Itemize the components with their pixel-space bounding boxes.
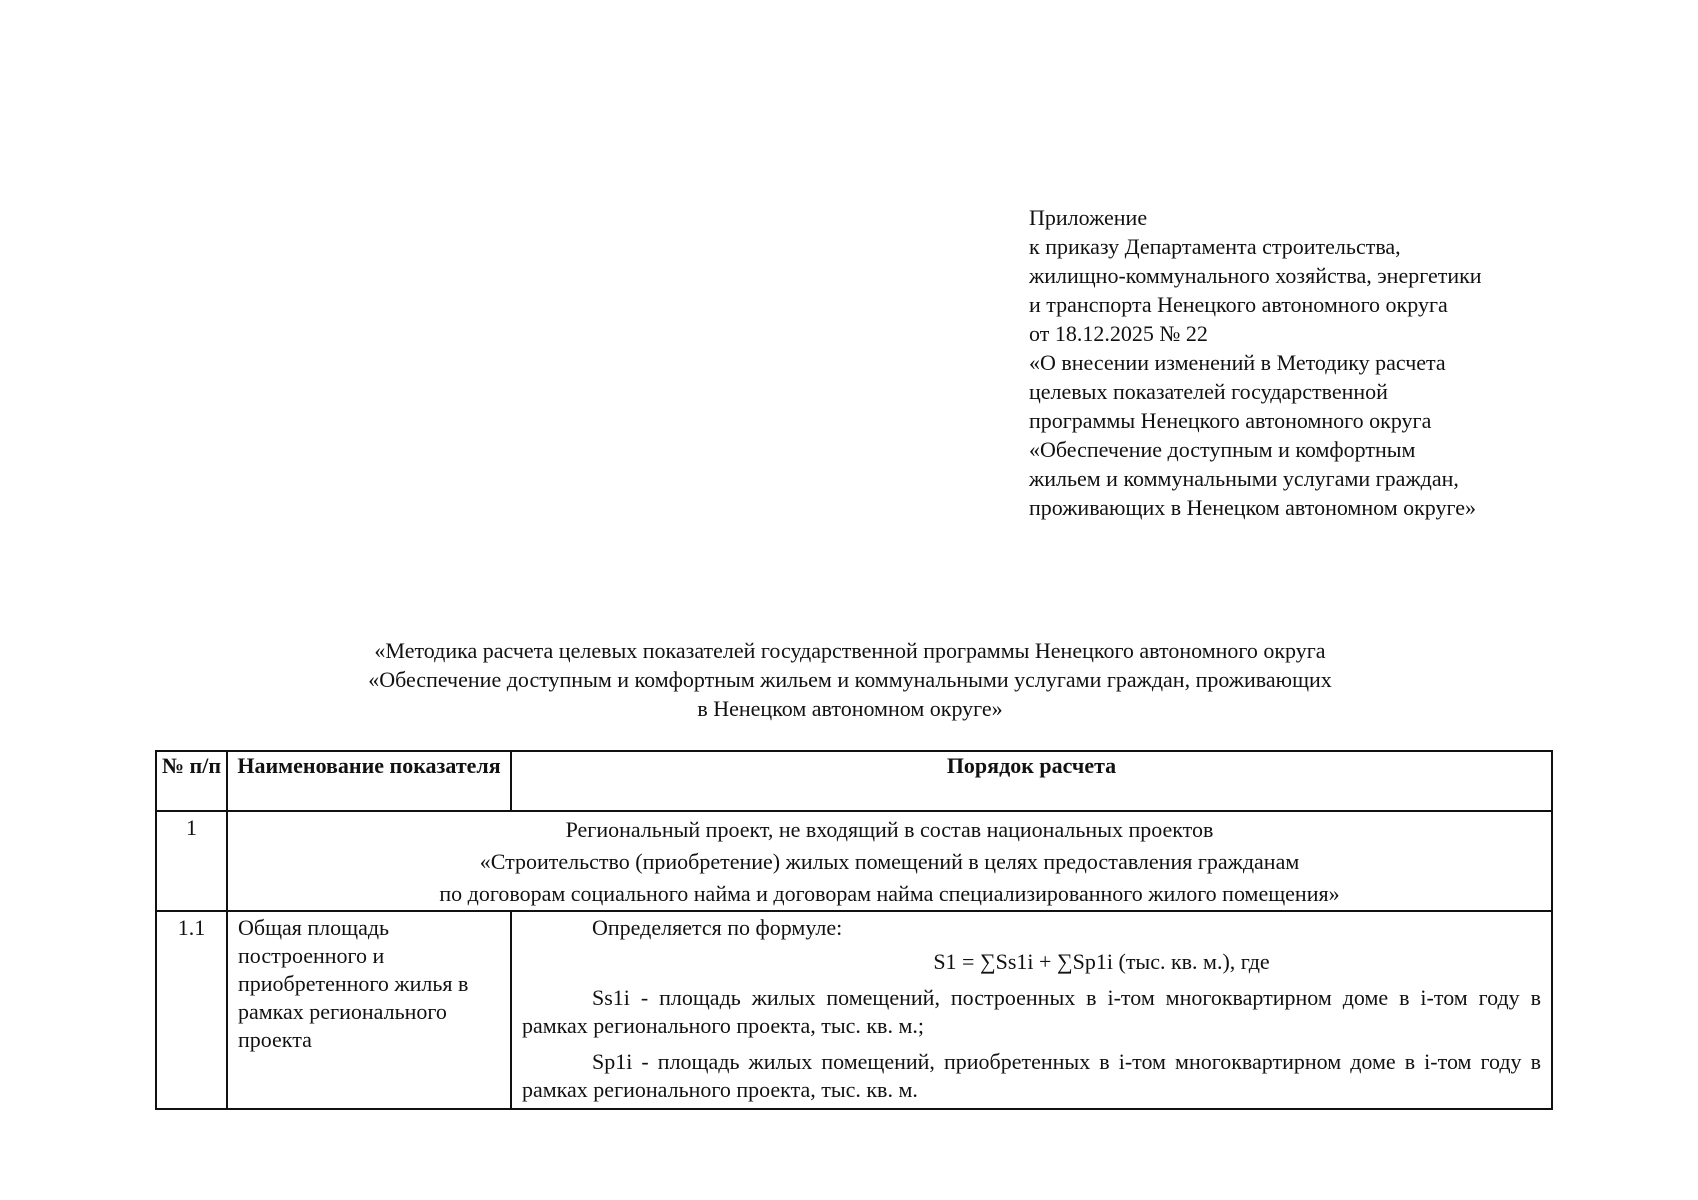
appendix-line: жилищно-коммунального хозяйства, энергетики	[1029, 263, 1482, 288]
indicator-name: Общая площадь построенного и приобретенного жилья в рамках регионального проекта	[227, 911, 511, 1109]
definition-ss1i: Ss1i - площадь жилых помещений, построенных в i-том многоквартирном доме в i-том году в рамках регионального проекта, тыс. кв. м.;	[522, 985, 1541, 1038]
title-line: «Обеспечение доступным и комфортным жильем и коммунальными услугами граждан, проживающих	[368, 667, 1332, 692]
section-title-line: «Строительство (приобретение) жилых помещений в целях предоставления гражданам	[479, 849, 1300, 874]
appendix-line: Приложение	[1029, 205, 1148, 230]
title-line: «Методика расчета целевых показателей государственной программы Ненецкого автономного округа	[374, 638, 1326, 663]
appendix-line: проживающих в Ненецком автономном округе»	[1029, 495, 1477, 520]
appendix-line: «Обеспечение доступным и комфортным	[1029, 437, 1416, 462]
appendix-line: программы Ненецкого автономного округа	[1029, 408, 1432, 433]
appendix-line: «О внесении изменений в Методику расчета	[1029, 350, 1446, 375]
row-number: 1.1	[156, 911, 227, 1109]
table-row	[156, 911, 1552, 1109]
section-title-line: Региональный проект, не входящий в состав национальных проектов	[565, 817, 1214, 842]
appendix-line: от 18.12.2025 № 22	[1029, 321, 1208, 346]
appendix-line: и транспорта Ненецкого автономного округа	[1029, 292, 1448, 317]
methodology-table	[155, 750, 1553, 1110]
table-header-row	[156, 751, 1552, 811]
formula-intro: Определяется по формуле:	[592, 915, 843, 940]
section-number: 1	[156, 811, 227, 911]
header-num: № п/п	[156, 751, 227, 811]
section-title-line: по договорам социального найма и договорам найма специализированного жилого помещения»	[439, 881, 1340, 906]
section-row	[156, 811, 1552, 911]
section-title	[227, 811, 1552, 911]
header-name: Наименование показателя	[227, 751, 511, 811]
definition-sp1i: Sp1i - площадь жилых помещений, приобретенных в i-том многоквартирном доме в i-том году в рамках регионального проекта, тыс. кв. м.	[522, 1049, 1541, 1102]
document-title	[250, 636, 1450, 723]
calculation-procedure	[511, 911, 1552, 1109]
title-line: в Ненецком автономном округе»	[697, 696, 1003, 721]
appendix-line: к приказу Департамента строительства,	[1029, 234, 1401, 259]
formula: S1 = ∑Ss1i + ∑Sp1i (тыс. кв. м.), где	[933, 949, 1270, 974]
appendix-line: целевых показателей государственной	[1029, 379, 1388, 404]
appendix-block	[1029, 203, 1589, 522]
appendix-line: жильем и коммунальными услугами граждан,	[1029, 466, 1459, 491]
header-calc: Порядок расчета	[511, 751, 1552, 811]
